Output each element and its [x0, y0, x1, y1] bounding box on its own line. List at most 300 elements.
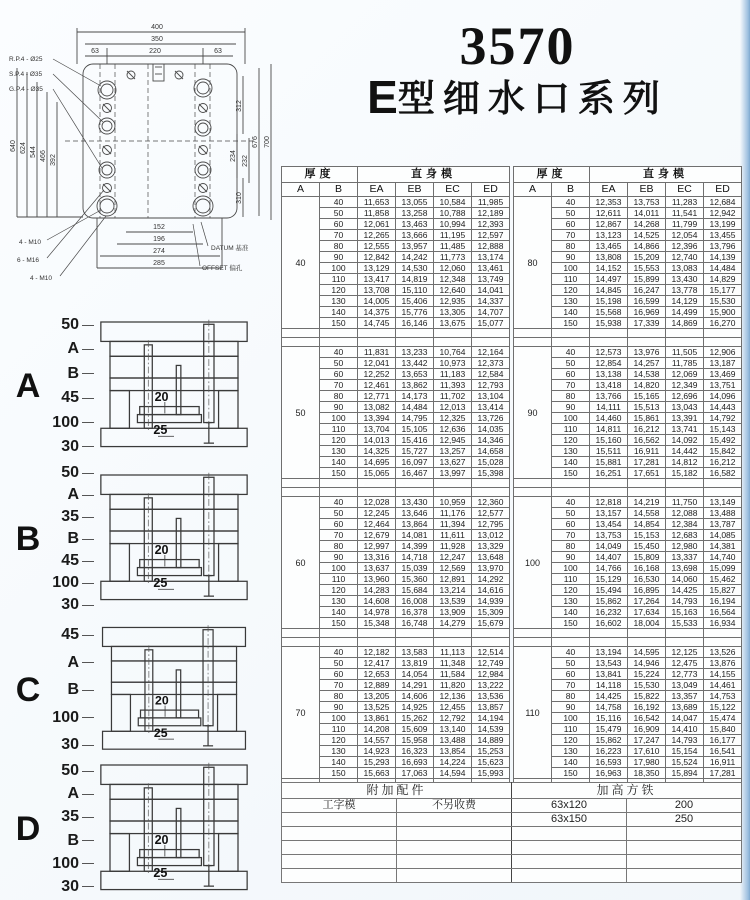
price-cell: 13,442 — [396, 358, 434, 369]
thickness-b-value: 40 — [552, 647, 590, 658]
price-cell: 14,811 — [590, 424, 628, 435]
price-cell: 12,125 — [666, 647, 704, 658]
price-cell: 15,894 — [666, 768, 704, 779]
table-row — [514, 497, 742, 508]
price-cell: 15,609 — [396, 724, 434, 735]
thickness-b-value: 120 — [320, 585, 358, 596]
price-cell: 13,627 — [434, 457, 472, 468]
price-cell: 14,292 — [472, 574, 510, 585]
tick-line — [82, 817, 94, 818]
stack-dim-label — [50, 439, 94, 455]
price-cell: 14,242 — [396, 252, 434, 263]
price-cell: 15,293 — [358, 757, 396, 768]
price-cell: 14,257 — [628, 358, 666, 369]
acc-cell: 250 — [627, 813, 742, 827]
empty-cell — [704, 338, 742, 347]
price-cell: 15,163 — [666, 607, 704, 618]
price-cell: 13,583 — [396, 647, 434, 658]
price-cell: 12,842 — [358, 252, 396, 263]
price-cell: 13,417 — [358, 274, 396, 285]
price-cell: 12,740 — [666, 252, 704, 263]
price-cell: 12,818 — [590, 497, 628, 508]
price-cell: 16,247 — [628, 285, 666, 296]
tick-line — [82, 635, 94, 636]
stack-dim-text: 30 — [61, 736, 79, 753]
svg-text:20: 20 — [155, 693, 169, 708]
empty-cell — [666, 338, 704, 347]
price-cell: 12,906 — [704, 347, 742, 358]
empty-cell — [552, 329, 590, 338]
price-cell: 13,418 — [590, 380, 628, 391]
price-cell: 16,911 — [704, 757, 742, 768]
price-cell: 14,753 — [704, 691, 742, 702]
price-cell: 10,973 — [434, 358, 472, 369]
empty-cell — [666, 488, 704, 497]
price-cell: 12,417 — [358, 658, 396, 669]
price-cell: 14,497 — [590, 274, 628, 285]
price-cell: 12,069 — [666, 369, 704, 380]
price-cell: 14,152 — [590, 263, 628, 274]
table-row — [514, 197, 742, 208]
diagram-label-stack — [50, 623, 94, 757]
stack-dim-label — [50, 487, 94, 503]
price-cell: 13,455 — [704, 230, 742, 241]
empty-cell — [552, 479, 590, 488]
price-cell: 14,707 — [472, 307, 510, 318]
stack-dim-label — [50, 341, 94, 357]
price-cell: 17,063 — [396, 768, 434, 779]
empty-cell — [472, 329, 510, 338]
price-cell: 13,808 — [590, 252, 628, 263]
price-cell: 14,484 — [396, 402, 434, 413]
price-cell: 14,745 — [358, 318, 396, 329]
accessories-table — [281, 782, 742, 883]
price-cell: 15,899 — [628, 274, 666, 285]
price-cell: 16,251 — [590, 468, 628, 479]
thickness-b-value: 120 — [320, 735, 358, 746]
empty-cell — [590, 479, 628, 488]
thickness-b-value: 70 — [552, 230, 590, 241]
price-cell: 12,597 — [472, 230, 510, 241]
price-cell: 12,245 — [358, 508, 396, 519]
price-cell: 14,460 — [590, 413, 628, 424]
price-cell: 14,525 — [628, 230, 666, 241]
price-cell: 13,861 — [358, 713, 396, 724]
price-cell: 14,013 — [358, 435, 396, 446]
price-cell: 13,526 — [704, 647, 742, 658]
price-cell: 15,462 — [704, 574, 742, 585]
price-cell: 13,258 — [396, 208, 434, 219]
price-cell: 12,945 — [434, 435, 472, 446]
thickness-b-value: 40 — [320, 497, 358, 508]
empty-cell — [628, 629, 666, 638]
stack-dim-text: A — [67, 653, 79, 671]
price-cell: 12,684 — [704, 197, 742, 208]
col-header-EA: EA — [590, 183, 628, 197]
callout-m16: 6 - M16 — [17, 257, 40, 264]
price-cell: 11,283 — [666, 197, 704, 208]
stack-dim-text: 30 — [61, 877, 79, 895]
tick-line — [82, 690, 94, 691]
col-header-a: A — [514, 183, 552, 197]
acc-cell — [627, 855, 742, 869]
empty-cell — [628, 329, 666, 338]
price-cell: 13,187 — [704, 358, 742, 369]
acc-cell: 63x150 — [512, 813, 627, 827]
price-cell: 15,492 — [704, 435, 742, 446]
price-cell: 16,909 — [628, 724, 666, 735]
price-cell: 13,257 — [434, 446, 472, 457]
price-cell: 13,536 — [472, 691, 510, 702]
price-cell: 15,822 — [628, 691, 666, 702]
thickness-b-value: 40 — [320, 197, 358, 208]
tick-line — [82, 561, 94, 562]
accessories-row — [282, 827, 742, 841]
thickness-b-value: 50 — [552, 508, 590, 519]
price-cell: 15,182 — [666, 468, 704, 479]
thickness-a-value: 60 — [282, 497, 320, 629]
price-cell: 15,623 — [472, 757, 510, 768]
thickness-b-value: 140 — [552, 757, 590, 768]
price-cell: 14,060 — [666, 574, 704, 585]
price-cell: 12,325 — [434, 413, 472, 424]
stack-dim-label — [50, 465, 94, 481]
price-cell: 14,793 — [666, 735, 704, 746]
price-cell: 17,281 — [628, 457, 666, 468]
price-cell: 17,339 — [628, 318, 666, 329]
thickness-b-value: 70 — [552, 530, 590, 541]
price-cell: 16,097 — [396, 457, 434, 468]
thickness-b-value: 130 — [320, 596, 358, 607]
tick-line — [82, 771, 94, 772]
price-cell: 16,177 — [704, 735, 742, 746]
datum-label: DATUM 基准 — [211, 245, 249, 252]
price-cell: 12,749 — [472, 658, 510, 669]
price-cell: 17,281 — [704, 768, 742, 779]
price-cell: 15,474 — [704, 713, 742, 724]
table-row — [282, 197, 510, 208]
dim-label: 63 — [214, 48, 222, 55]
price-cell: 13,741 — [666, 424, 704, 435]
spacer-row — [282, 629, 510, 638]
price-cell: 16,593 — [590, 757, 628, 768]
spacer-row — [282, 488, 510, 497]
empty-cell — [358, 488, 396, 497]
empty-cell — [396, 479, 434, 488]
empty-cell — [282, 629, 320, 638]
acc-cell — [397, 855, 512, 869]
diagram-letter: D — [15, 809, 41, 848]
price-cell: 16,146 — [396, 318, 434, 329]
stack-dim-text: B — [67, 364, 79, 382]
empty-cell — [472, 638, 510, 647]
table-subheader-row — [514, 183, 742, 197]
mold-section-sketch — [94, 461, 278, 617]
thickness-b-value: 60 — [552, 219, 590, 230]
empty-cell — [358, 338, 396, 347]
thickness-b-value: 110 — [552, 274, 590, 285]
acc-cell — [512, 869, 627, 883]
price-cell: 11,541 — [666, 208, 704, 219]
thickness-b-value: 100 — [552, 263, 590, 274]
thickness-b-value: 100 — [552, 563, 590, 574]
price-cell: 12,061 — [358, 219, 396, 230]
table-subheader-row — [282, 183, 510, 197]
thickness-b-value: 60 — [552, 519, 590, 530]
price-cell: 13,857 — [472, 702, 510, 713]
price-cell: 11,176 — [434, 508, 472, 519]
price-cell: 12,455 — [434, 702, 472, 713]
price-cell: 15,450 — [628, 541, 666, 552]
price-cell: 12,980 — [666, 541, 704, 552]
thickness-b-value: 130 — [320, 446, 358, 457]
price-cell: 14,325 — [358, 446, 396, 457]
price-cell: 13,778 — [666, 285, 704, 296]
price-cell: 14,442 — [666, 446, 704, 457]
stack-dim-label — [50, 809, 94, 825]
stack-dim-text: 100 — [52, 854, 79, 872]
price-cell: 16,378 — [396, 607, 434, 618]
tick-line — [82, 398, 94, 399]
empty-cell — [514, 338, 552, 347]
thickness-b-value: 100 — [320, 413, 358, 424]
price-cell: 14,346 — [472, 435, 510, 446]
price-cell: 15,160 — [590, 435, 628, 446]
acc-cell: 不另收费 — [397, 799, 512, 813]
price-cell: 12,889 — [358, 680, 396, 691]
price-cell: 11,183 — [434, 369, 472, 380]
price-cell: 13,391 — [666, 413, 704, 424]
price-cell: 14,011 — [628, 208, 666, 219]
price-cell: 13,469 — [704, 369, 742, 380]
price-cell: 15,524 — [666, 757, 704, 768]
accessories-header: 附加配件 — [282, 783, 512, 799]
price-cell: 13,205 — [358, 691, 396, 702]
price-cell: 15,165 — [628, 391, 666, 402]
price-cell: 15,039 — [396, 563, 434, 574]
price-cell: 13,337 — [666, 552, 704, 563]
acc-cell — [282, 869, 397, 883]
thickness-b-value: 80 — [552, 391, 590, 402]
price-cell: 14,337 — [472, 296, 510, 307]
empty-cell — [434, 629, 472, 638]
thickness-a-value: 50 — [282, 347, 320, 479]
dim-label: 220 — [149, 48, 161, 55]
price-cell: 12,041 — [358, 358, 396, 369]
empty-cell — [704, 629, 742, 638]
price-cell: 14,923 — [358, 746, 396, 757]
thickness-b-value: 90 — [320, 402, 358, 413]
col-header-EC: EC — [434, 183, 472, 197]
price-cell: 12,636 — [434, 424, 472, 435]
empty-cell — [666, 329, 704, 338]
price-cell: 16,582 — [704, 468, 742, 479]
thickness-b-value: 90 — [552, 702, 590, 713]
stack-dim-text: 50 — [61, 762, 79, 779]
callout-m10-bottom: 4 - M10 — [30, 275, 53, 282]
thickness-b-value: 110 — [320, 574, 358, 585]
price-cell: 14,425 — [590, 691, 628, 702]
stack-dim-label — [50, 682, 94, 698]
empty-cell — [666, 638, 704, 647]
empty-cell — [590, 338, 628, 347]
empty-cell — [396, 638, 434, 647]
stack-dim-label — [50, 390, 94, 406]
stack-dim-text: 30 — [61, 596, 79, 613]
thickness-b-value: 80 — [552, 691, 590, 702]
price-cell: 12,942 — [704, 208, 742, 219]
price-cell: 14,407 — [590, 552, 628, 563]
thickness-b-value: 130 — [552, 746, 590, 757]
acc-cell — [282, 841, 397, 855]
price-cell: 14,096 — [704, 391, 742, 402]
empty-cell — [282, 338, 320, 347]
stack-dim-text: 100 — [52, 708, 79, 726]
price-cell: 14,291 — [396, 680, 434, 691]
thickness-b-value: 90 — [552, 402, 590, 413]
series-name — [295, 71, 740, 123]
thickness-a-value: 70 — [282, 647, 320, 779]
price-cell: 12,028 — [358, 497, 396, 508]
diagram-label-stack — [50, 313, 94, 459]
price-cell: 13,174 — [472, 252, 510, 263]
series-name-text: 型细水口系列 — [397, 78, 668, 119]
thickness-header: 厚度 — [514, 167, 590, 183]
dim-label: 640 — [10, 140, 17, 152]
price-cell: 13,488 — [434, 735, 472, 746]
col-header-b: B — [320, 183, 358, 197]
price-cell: 16,564 — [704, 607, 742, 618]
spacer-row — [282, 338, 510, 347]
thickness-b-value: 130 — [320, 296, 358, 307]
price-cell: 11,831 — [358, 347, 396, 358]
price-cell: 12,189 — [472, 208, 510, 219]
price-cell: 12,373 — [472, 358, 510, 369]
price-cell: 11,985 — [472, 197, 510, 208]
price-cell: 14,049 — [590, 541, 628, 552]
price-cell: 15,360 — [396, 574, 434, 585]
price-cell: 14,399 — [396, 541, 434, 552]
price-cell: 13,698 — [666, 563, 704, 574]
series-letter-e: E — [367, 71, 398, 123]
price-cell: 12,891 — [434, 574, 472, 585]
col-header-EB: EB — [396, 183, 434, 197]
col-header-EB: EB — [628, 183, 666, 197]
price-cell: 14,718 — [396, 552, 434, 563]
stack-dim-label — [50, 627, 94, 643]
empty-cell — [358, 629, 396, 638]
price-cell: 17,980 — [628, 757, 666, 768]
stack-dim-label — [50, 531, 94, 547]
price-cell: 11,799 — [666, 219, 704, 230]
price-cell: 12,461 — [358, 380, 396, 391]
thickness-header: 厚度 — [282, 167, 358, 183]
tick-line — [82, 863, 94, 864]
price-cell: 14,208 — [358, 724, 396, 735]
empty-cell — [628, 479, 666, 488]
page-title — [295, 18, 740, 122]
price-cell: 16,693 — [396, 757, 434, 768]
stack-dim-label — [50, 763, 94, 779]
acc-cell — [282, 855, 397, 869]
thickness-b-value: 90 — [320, 552, 358, 563]
mold-section-sketch — [94, 623, 278, 757]
thickness-b-value: 110 — [552, 424, 590, 435]
price-cell: 15,530 — [704, 296, 742, 307]
spacer-row — [514, 638, 742, 647]
price-cell: 12,569 — [434, 563, 472, 574]
price-cell: 16,963 — [590, 768, 628, 779]
acc-cell: 200 — [627, 799, 742, 813]
price-cell: 13,043 — [666, 402, 704, 413]
price-cell: 15,809 — [628, 552, 666, 563]
price-cell: 15,530 — [628, 680, 666, 691]
price-cell: 12,349 — [666, 380, 704, 391]
price-cell: 10,584 — [434, 197, 472, 208]
price-cell: 13,157 — [590, 508, 628, 519]
price-cell: 12,679 — [358, 530, 396, 541]
thickness-b-value: 100 — [552, 713, 590, 724]
accessories-header-row — [282, 783, 742, 799]
stack-dim-label — [50, 710, 94, 726]
accessories-row — [282, 799, 742, 813]
price-cell: 14,594 — [434, 768, 472, 779]
stack-dim-label — [50, 317, 94, 333]
stack-dim-label — [50, 575, 94, 591]
price-cell: 13,394 — [358, 413, 396, 424]
thickness-b-value: 150 — [320, 768, 358, 779]
dim-label: 400 — [151, 24, 163, 31]
dim-label: 624 — [20, 142, 27, 154]
thickness-b-value: 140 — [320, 757, 358, 768]
stack-dim-text: 100 — [52, 574, 79, 591]
dim-label: 310 — [236, 192, 243, 204]
price-cell: 16,541 — [704, 746, 742, 757]
accessories-row — [282, 841, 742, 855]
price-cell: 13,653 — [396, 369, 434, 380]
price-cell: 16,602 — [590, 618, 628, 629]
price-cell: 15,253 — [472, 746, 510, 757]
thickness-b-value: 150 — [320, 618, 358, 629]
price-cell: 15,348 — [358, 618, 396, 629]
offset-label: OFFSET 偏孔 — [202, 265, 243, 272]
price-cell: 11,113 — [434, 647, 472, 658]
price-cell: 15,533 — [666, 618, 704, 629]
thickness-b-value: 60 — [320, 519, 358, 530]
table-header-row — [282, 167, 510, 183]
thickness-a-value: 80 — [514, 197, 552, 329]
price-cell: 14,461 — [704, 680, 742, 691]
price-cell: 12,247 — [434, 552, 472, 563]
price-cell: 11,858 — [358, 208, 396, 219]
price-cell: 13,543 — [590, 658, 628, 669]
empty-cell — [320, 338, 358, 347]
callout-return-pin: R.P.4 - Ø25 — [9, 56, 43, 63]
empty-cell — [628, 338, 666, 347]
callout-m10-top: 4 - M10 — [19, 239, 42, 246]
price-cell: 14,035 — [472, 424, 510, 435]
price-cell: 13,787 — [704, 519, 742, 530]
price-cell: 15,028 — [472, 457, 510, 468]
price-cell: 13,819 — [396, 658, 434, 669]
stack-dim-text: 30 — [61, 437, 79, 455]
price-cell: 13,753 — [628, 197, 666, 208]
dim-label: 350 — [151, 36, 163, 43]
price-cell: 16,323 — [396, 746, 434, 757]
thickness-b-value: 130 — [552, 596, 590, 607]
price-cell: 14,658 — [472, 446, 510, 457]
price-cell: 16,194 — [704, 596, 742, 607]
